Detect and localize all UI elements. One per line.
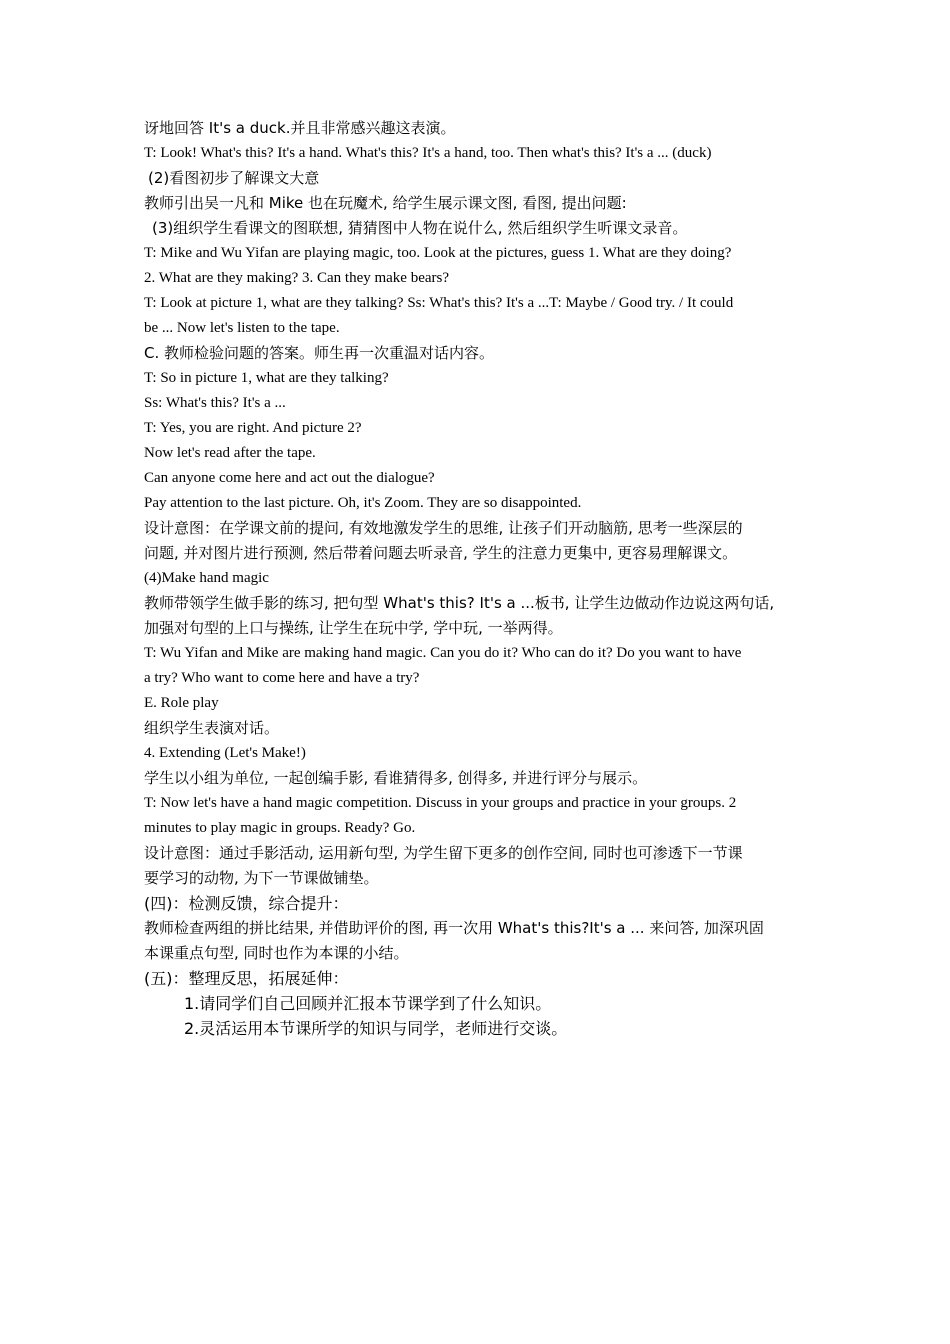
text-line: T: Look! What's this? It's a hand. What's this? It's a hand, too. Then what's this? It's a ... (duck): [144, 145, 712, 161]
text-line: T: So in picture 1, what are they talking?: [144, 370, 389, 386]
section-subheading: (4)Make hand magic: [144, 570, 269, 586]
design-intent-text: 问题, 并对图片进行预测, 然后带着问题去听录音, 学生的注意力更集中, 更容易理解课文。: [144, 544, 738, 562]
text-line: 教师带领学生做手影的练习, 把句型 What's this? It's a ...板书, 让学生边做动作边说这两句话,: [144, 594, 775, 612]
text-line: a try? Who want to come here and have a try?: [144, 670, 420, 686]
text-line: 教师检查两组的拼比结果, 并借助评价的图, 再一次用 What's this?It's a ... 来问答, 加深巩固: [144, 919, 764, 937]
list-item: 1.请同学们自己回顾并汇报本节课学到了什么知识。: [184, 994, 552, 1013]
section-subheading: E. Role play: [144, 695, 219, 711]
text-line: 学生以小组为单位, 一起创编手影, 看谁猜得多, 创得多, 并进行评分与展示。: [144, 769, 648, 787]
section-subheading: (2)看图初步了解课文大意: [148, 169, 320, 187]
text-line: T: Mike and Wu Yifan are playing magic, too. Look at the pictures, guess 1. What are they doing?: [144, 245, 732, 261]
text-line: 教师引出吴一凡和 Mike 也在玩魔术, 给学生展示课文图, 看图, 提出问题:: [144, 194, 627, 212]
list-item: 2.灵活运用本节课所学的知识与同学，老师进行交谈。: [184, 1019, 568, 1038]
section-subheading: (3)组织学生看课文的图联想, 猜猜图中人物在说什么, 然后组织学生听课文录音。: [152, 219, 688, 237]
text-line: minutes to play magic in groups. Ready? Go.: [144, 820, 416, 836]
text-line: 组织学生表演对话。: [144, 719, 280, 737]
text-line: 2. What are they making? 3. Can they make bears?: [144, 270, 450, 286]
section-heading: (四)：检测反馈，综合提升：: [144, 894, 349, 913]
text-line: Pay attention to the last picture. Oh, it's Zoom. They are so disappointed.: [144, 495, 582, 511]
text-line: 加强对句型的上口与操练, 让学生在玩中学, 学中玩, 一举两得。: [144, 619, 563, 637]
text-line: T: Yes, you are right. And picture 2?: [144, 420, 362, 436]
text-line: Now let's read after the tape.: [144, 445, 316, 461]
section-subheading: C. 教师检验问题的答案。师生再一次重温对话内容。: [144, 344, 495, 362]
text-line: 本课重点句型, 同时也作为本课的小结。: [144, 944, 409, 962]
text-line: T: Wu Yifan and Mike are making hand magic. Can you do it? Who can do it? Do you want to have: [144, 645, 742, 661]
design-intent-text: 设计意图：通过手影活动, 运用新句型, 为学生留下更多的创作空间, 同时也可渗透下一节课: [144, 844, 743, 862]
text-line: 讶地回答 It's a duck.并且非常感兴趣这表演。: [144, 119, 456, 137]
design-intent-text: 设计意图：在学课文前的提问, 有效地激发学生的思维, 让孩子们开动脑筋, 思考一些深层的: [144, 519, 743, 537]
text-line: T: Now let's have a hand magic competition. Discuss in your groups and practice in your groups. 2: [144, 795, 737, 811]
text-line: Ss: What's this? It's a ...: [144, 395, 286, 411]
section-heading: (五)：整理反思，拓展延伸：: [144, 969, 349, 988]
design-intent-text: 要学习的动物, 为下一节课做铺垫。: [144, 869, 379, 887]
text-line: be ... Now let's listen to the tape.: [144, 320, 340, 336]
text-line: T: Look at picture 1, what are they talking? Ss: What's this? It's a ...T: Maybe / Good try. / It could: [144, 295, 734, 311]
section-subheading: 4. Extending (Let's Make!): [144, 745, 306, 761]
text-line: Can anyone come here and act out the dialogue?: [144, 470, 435, 486]
document-body: [144, 116, 810, 1041]
